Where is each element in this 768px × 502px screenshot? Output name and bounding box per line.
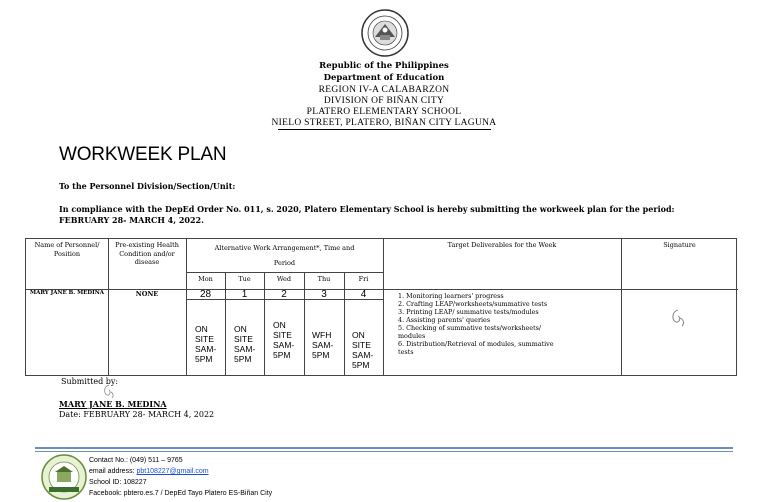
list-item: 6. Distribution/Retrieval of modules, summative [398, 340, 554, 348]
day-tue: Tue [238, 275, 251, 283]
day-thu: Thu [317, 275, 331, 283]
schedule-wed: ON SITE SAM- 5PM [273, 320, 295, 360]
list-item: modules [398, 332, 426, 340]
header-region: REGION IV-A CALABARZON [318, 85, 450, 95]
email-link[interactable]: pbt108227@gmail.com [136, 468, 209, 475]
footer-email-label: email address: [89, 468, 137, 475]
header-department: Department of Education [323, 73, 445, 83]
header-address: NIELO STREET, PLATERO, BIÑAN CITY LAGUNA [271, 118, 497, 128]
page-title: WORKWEEK PLAN [59, 144, 227, 165]
list-item: 4. Assisting parents' queries [398, 316, 491, 324]
compliance-text: In compliance with the DepEd Order No. 011, s. 2020, Platero Elementary School is hereby submitting the workweek plan for the period: [59, 204, 675, 214]
date-wed: 2 [281, 289, 287, 300]
header-deliverables: Target Deliverables for the Week [447, 241, 557, 249]
footer-school-id: School ID: 108227 [89, 479, 147, 486]
day-mon: Mon [198, 275, 213, 283]
date-fri: 4 [360, 289, 367, 300]
schedule-fri: ON SITE SAM- 5PM [352, 330, 374, 370]
deped-seal-logo [361, 9, 409, 57]
addressee-line: To the Personnel Division/Section/Unit: [59, 181, 236, 191]
submitted-label: Submitted by: [61, 377, 119, 386]
footer-divider [35, 451, 733, 452]
header-republic: Republic of the Philippines [319, 61, 449, 71]
header-divider [278, 129, 491, 130]
header-name: Name of Personnel/ Position [34, 241, 100, 258]
day-fri: Fri [358, 275, 369, 283]
header-awa: Alternative Work Arrangement*, Time and Period [214, 244, 355, 267]
signature-mark [101, 383, 119, 399]
list-item: 3. Printing LEAP/ summative tests/modules [398, 308, 539, 316]
school-logo [41, 454, 87, 500]
footer-divider [35, 447, 733, 449]
list-item: 1. Monitoring learners' progress [398, 292, 504, 300]
date-tue: 1 [241, 289, 248, 300]
personnel-name: MARY JANE B. MEDINA [30, 290, 104, 296]
header-school: PLATERO ELEMENTARY SCHOOL [306, 107, 462, 117]
health-condition: NONE [135, 290, 159, 298]
header-division: DIVISION OF BIÑAN CITY [323, 96, 445, 106]
schedule-tue: ON SITE SAM- 5PM [234, 324, 256, 364]
date-mon: 28 [199, 289, 212, 300]
schedule-mon: ON SITE SAM- 5PM [195, 324, 217, 364]
list-item: 5. Checking of summative tests/worksheets/ [398, 324, 542, 332]
signature-mark [668, 307, 690, 329]
day-wed: Wed [276, 275, 292, 283]
workweek-table [25, 238, 737, 376]
date-thu: 3 [321, 289, 327, 300]
period-text: FEBRUARY 28- MARCH 4, 2022. [59, 215, 204, 225]
list-item: tests [398, 348, 414, 356]
footer-contact: Contact No.: (049) 511 – 9765 [89, 457, 183, 464]
deliverables-list [398, 292, 618, 356]
footer-facebook: Facebook: pbtero.es.7 / DepEd Tayo Platero ES-Biñan City [89, 490, 273, 497]
submitter-name: MARY JANE B. MEDINA [59, 399, 167, 409]
header-signature: Signature [663, 241, 696, 249]
submitted-date: Date: FEBRUARY 28- MARCH 4, 2022 [59, 410, 215, 419]
footer-email-line [89, 466, 209, 477]
list-item: 2. Crafting LEAP/worksheets/summative tests [398, 300, 548, 308]
schedule-thu: WFH SAM- 5PM [312, 330, 334, 360]
header-health: Pre-existing Health Condition and/or disease [115, 241, 179, 266]
